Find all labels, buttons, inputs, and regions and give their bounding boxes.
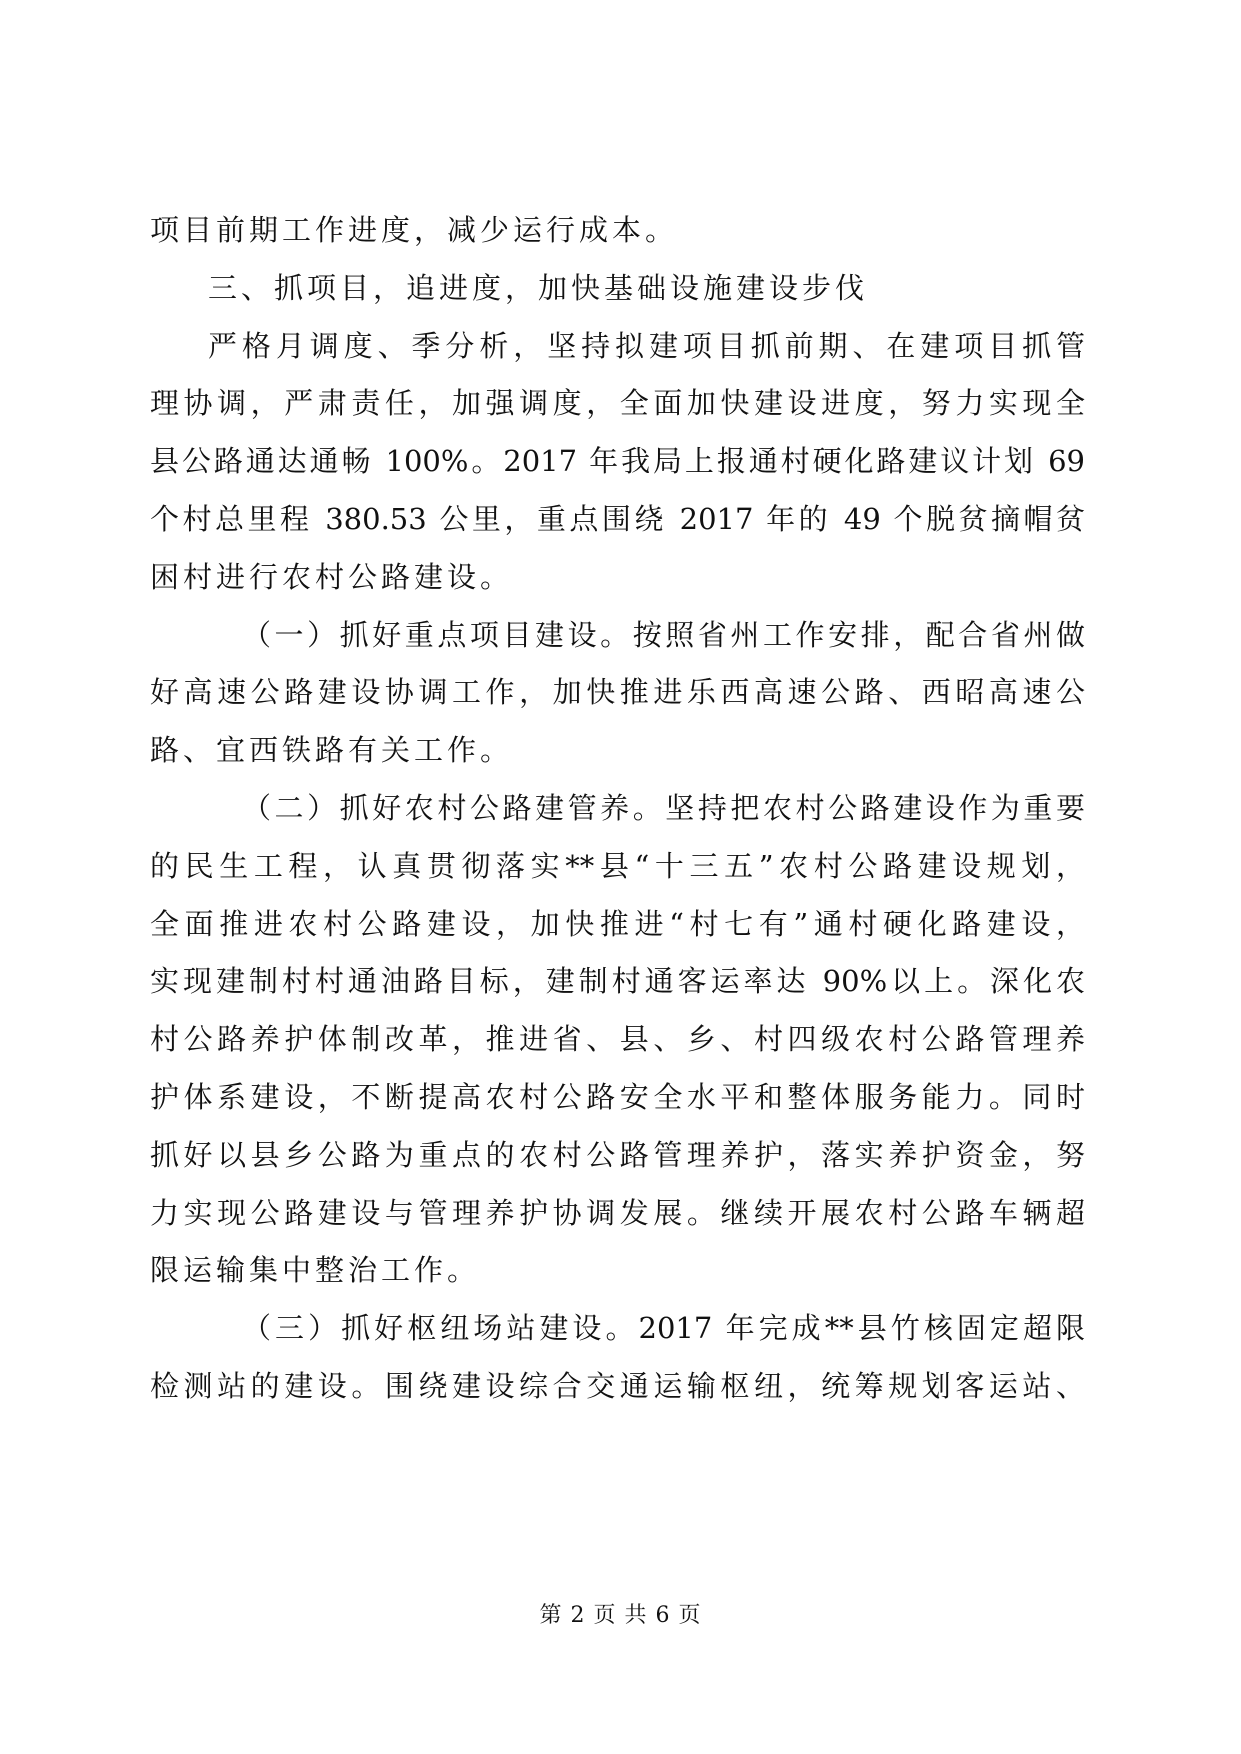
text-line: 村公路养护体制改革，推进省、县、乡、村四级农村公路管理养 — [150, 1022, 1085, 1057]
subsection-line: （二）抓好农村公路建管养。坚持把农村公路建设作为重要 — [242, 790, 1085, 825]
text-line: 力实现公路建设与管理养护协调发展。继续开展农村公路车辆超 — [150, 1195, 1085, 1230]
text-line: 项目前期工作进度，减少运行成本。 — [150, 213, 679, 247]
text-line: 困村进行农村公路建设。 — [150, 559, 514, 594]
text-line: 实现建制村村通油路目标，建制村通客运率达 90%以上。深化农 — [150, 964, 1085, 999]
text-line: 好高速公路建设协调工作，加快推进乐西高速公路、西昭高速公 — [150, 675, 1085, 710]
text-line: 个村总里程 380.53 公里，重点围绕 2017 年的 49 个脱贫摘帽贫 — [150, 501, 1085, 536]
text-line: 检测站的建设。围绕建设综合交通运输枢纽，统筹规划客运站、 — [150, 1368, 1085, 1403]
text-line: 限运输集中整治工作。 — [150, 1253, 481, 1288]
text-line: 护体系建设，不断提高农村公路安全水平和整体服务能力。同时 — [150, 1079, 1085, 1114]
text-line: 路、宜西铁路有关工作。 — [150, 733, 514, 768]
section-heading: 三、抓项目，追进度，加快基础设施建设步伐 — [208, 270, 869, 305]
subsection-line: （三）抓好枢纽场站建设。2017 年完成**县竹核固定超限 — [242, 1311, 1085, 1346]
text-line: 县公路通达通畅 100%。2017 年我局上报通村硬化路建议计划 69 — [150, 444, 1085, 479]
text-line: 抓好以县乡公路为重点的农村公路管理养护，落实养护资金，努 — [150, 1137, 1085, 1172]
page-number-footer: 第 2 页 共 6 页 — [539, 1603, 702, 1628]
text-line: 理协调，严肃责任，加强调度，全面加快建设进度，努力实现全 — [150, 386, 1085, 421]
text-line: 全面推进农村公路建设，加快推进“村七有”通村硬化路建设， — [150, 906, 1085, 941]
text-line: 的民生工程，认真贯彻落实**县“十三五”农村公路建设规划， — [150, 848, 1085, 883]
subsection-line: （一）抓好重点项目建设。按照省州工作安排，配合省州做 — [242, 617, 1085, 652]
document-body — [150, 202, 1085, 1416]
text-line: 严格月调度、季分析，坚持拟建项目抓前期、在建项目抓管 — [208, 328, 1085, 363]
